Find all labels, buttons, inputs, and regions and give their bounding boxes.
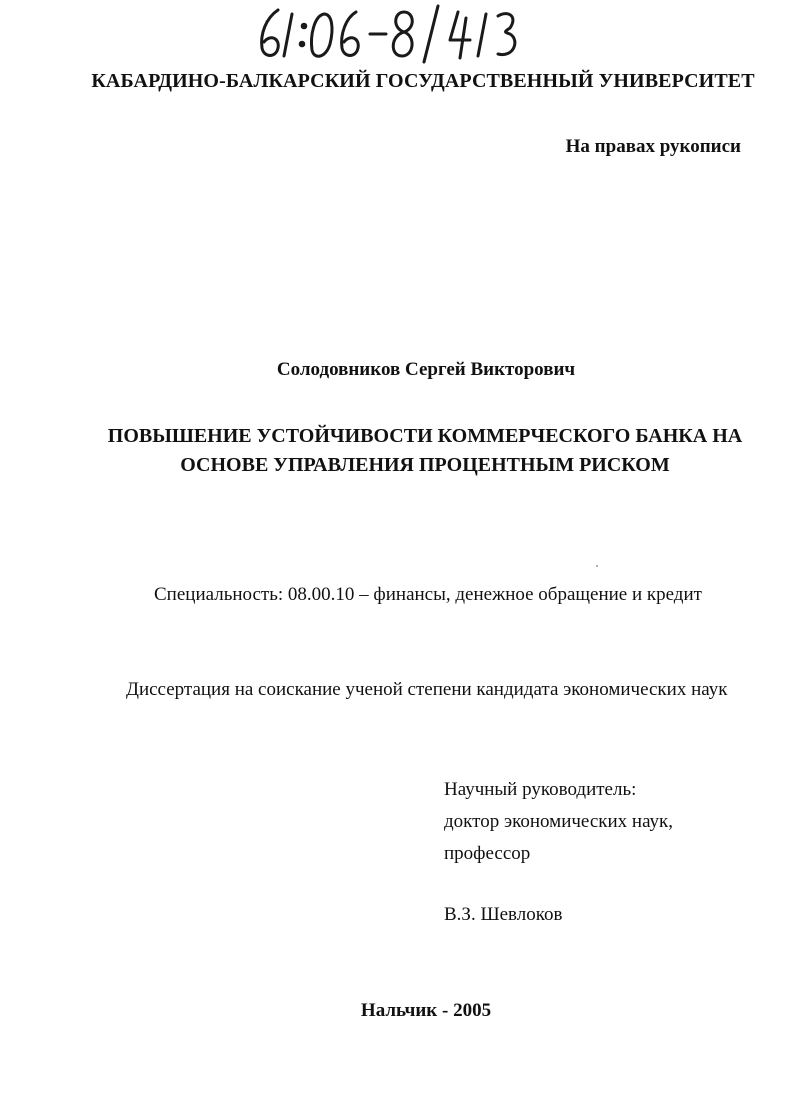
city-year: Нальчик - 2005 (360, 1000, 492, 1021)
advisor-name: В.З. Шевлоков (444, 904, 563, 925)
university-name: КАБАРДИНО-БАЛКАРСКИЙ ГОСУДАРСТВЕННЫЙ УНИВЕРСИТЕТ (91, 70, 755, 92)
advisor-block (444, 774, 673, 870)
title-line-2: ОСНОВЕ УПРАВЛЕНИЯ ПРОЦЕНТНЫМ РИСКОМ (180, 454, 670, 476)
title-line-1: ПОВЫШЕНИЕ УСТОЙЧИВОСТИ КОММЕРЧЕСКОГО БАНКА НА (107, 425, 743, 447)
specialty-line: Специальность: 08.00.10 – финансы, денежное обращение и кредит (154, 584, 702, 605)
handwritten-archive-code (252, 0, 532, 66)
dissertation-degree-line: Диссертация на соискание ученой степени кандидата экономических наук (126, 679, 728, 700)
scan-speck (596, 565, 598, 567)
advisor-degree: доктор экономических наук, (444, 811, 674, 832)
advisor-label: Научный руководитель: (444, 779, 637, 800)
advisor-rank: профессор (444, 843, 531, 864)
manuscript-rights-note: На правах рукописи (565, 136, 741, 157)
dissertation-title (0, 422, 798, 480)
author-name: Солодовников Сергей Викторович (276, 359, 576, 380)
